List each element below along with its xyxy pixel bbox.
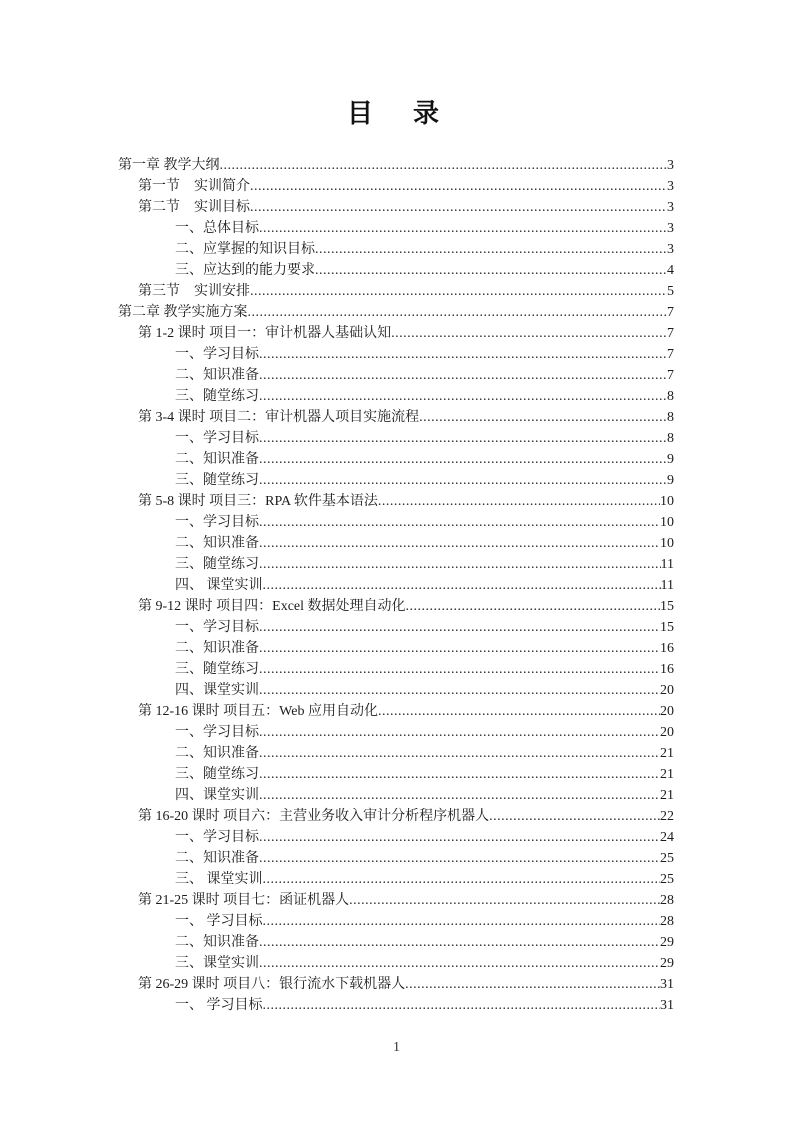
toc-entry-text: 一、学习目标 bbox=[175, 725, 259, 740]
toc-entry-text: 三、随堂练习 bbox=[175, 767, 259, 782]
toc-entry-text: 第 9-12 课时 项目四：Excel 数据处理自动化 bbox=[138, 599, 406, 614]
toc-dot-leader bbox=[248, 302, 668, 323]
toc-entry[interactable] bbox=[118, 155, 674, 176]
toc-entry[interactable] bbox=[118, 407, 674, 428]
toc-entry-page-number: 21 bbox=[660, 746, 674, 761]
toc-entry-page-number: 10 bbox=[660, 515, 674, 530]
toc-entry-text: 第 1-2 课时 项目一：审计机器人基础认知 bbox=[138, 326, 392, 341]
toc-entry-page-number: 15 bbox=[660, 620, 674, 635]
toc-entry-text: 一、 学习目标 bbox=[175, 914, 263, 929]
toc-dot-leader bbox=[259, 617, 660, 638]
toc-dot-leader bbox=[263, 869, 661, 890]
toc-entry-page-number: 31 bbox=[660, 998, 674, 1013]
toc-entry-page-number: 7 bbox=[667, 347, 674, 362]
toc-entry-page-number: 3 bbox=[667, 179, 674, 194]
toc-dot-leader bbox=[349, 890, 660, 911]
toc-entry-text: 二、知识准备 bbox=[175, 746, 259, 761]
toc-entry[interactable] bbox=[118, 365, 674, 386]
toc-entry[interactable] bbox=[118, 533, 674, 554]
toc-entry-text: 二、应掌握的知识目标 bbox=[175, 242, 315, 257]
toc-entry[interactable] bbox=[118, 638, 674, 659]
toc-entry-page-number: 29 bbox=[660, 935, 674, 950]
toc-dot-leader bbox=[259, 764, 660, 785]
toc-entry-page-number: 28 bbox=[660, 893, 674, 908]
toc-entry[interactable] bbox=[118, 722, 674, 743]
toc-entry-text: 第 3-4 课时 项目二：审计机器人项目实施流程 bbox=[138, 410, 420, 425]
toc-entry[interactable] bbox=[118, 953, 674, 974]
toc-entry-page-number: 3 bbox=[667, 242, 674, 257]
toc-entry-page-number: 20 bbox=[660, 704, 674, 719]
toc-entry[interactable] bbox=[118, 281, 674, 302]
toc-entry-page-number: 31 bbox=[660, 977, 674, 992]
toc-entry[interactable] bbox=[118, 806, 674, 827]
toc-entry-text: 四、课堂实训 bbox=[175, 683, 259, 698]
toc-dot-leader bbox=[220, 155, 668, 176]
toc-dot-leader bbox=[315, 260, 667, 281]
toc-dot-leader bbox=[259, 365, 667, 386]
toc-entry-text: 三、随堂练习 bbox=[175, 557, 259, 572]
toc-entry-text: 三、 课堂实训 bbox=[175, 872, 263, 887]
toc-dot-leader bbox=[259, 428, 667, 449]
toc-entry-text: 二、知识准备 bbox=[175, 452, 259, 467]
toc-dot-leader bbox=[378, 701, 660, 722]
toc-entry-page-number: 22 bbox=[660, 809, 674, 824]
toc-entry-page-number: 29 bbox=[660, 956, 674, 971]
toc-entry-page-number: 24 bbox=[660, 830, 674, 845]
toc-entry[interactable] bbox=[118, 680, 674, 701]
toc-entry-text: 一、学习目标 bbox=[175, 431, 259, 446]
toc-entry[interactable] bbox=[118, 974, 674, 995]
toc-entry-page-number: 11 bbox=[660, 557, 674, 572]
toc-entry-text: 三、随堂练习 bbox=[175, 662, 259, 677]
table-of-contents bbox=[118, 155, 674, 1016]
toc-dot-leader bbox=[489, 806, 660, 827]
toc-entry-text: 第二章 教学实施方案 bbox=[118, 305, 248, 320]
toc-entry-text: 三、随堂练习 bbox=[175, 473, 259, 488]
toc-dot-leader bbox=[259, 449, 667, 470]
toc-entry[interactable] bbox=[118, 911, 674, 932]
toc-entry[interactable] bbox=[118, 176, 674, 197]
toc-dot-leader bbox=[263, 911, 661, 932]
toc-entry-page-number: 3 bbox=[667, 158, 674, 173]
toc-entry-text: 第一节 实训简介 bbox=[138, 179, 250, 194]
toc-entry-text: 二、知识准备 bbox=[175, 641, 259, 656]
toc-entry[interactable] bbox=[118, 932, 674, 953]
toc-dot-leader bbox=[259, 743, 660, 764]
toc-dot-leader bbox=[259, 680, 660, 701]
toc-entry-text: 三、应达到的能力要求 bbox=[175, 263, 315, 278]
toc-entry-text: 第 26-29 课时 项目八：银行流水下载机器人 bbox=[138, 977, 406, 992]
toc-entry-page-number: 21 bbox=[660, 767, 674, 782]
footer-page-number: 1 bbox=[393, 1040, 400, 1055]
toc-dot-leader bbox=[259, 932, 660, 953]
toc-dot-leader bbox=[250, 281, 667, 302]
toc-entry-page-number: 9 bbox=[667, 452, 674, 467]
toc-entry[interactable] bbox=[118, 575, 674, 596]
toc-entry[interactable] bbox=[118, 554, 674, 575]
toc-entry[interactable] bbox=[118, 512, 674, 533]
toc-dot-leader bbox=[259, 386, 667, 407]
toc-entry[interactable] bbox=[118, 764, 674, 785]
toc-entry-page-number: 25 bbox=[660, 851, 674, 866]
toc-entry-page-number: 10 bbox=[660, 494, 674, 509]
toc-dot-leader bbox=[259, 638, 660, 659]
toc-dot-leader bbox=[259, 848, 660, 869]
toc-entry-text: 一、 学习目标 bbox=[175, 998, 263, 1013]
toc-entry-text: 二、知识准备 bbox=[175, 935, 259, 950]
toc-entry-text: 一、学习目标 bbox=[175, 830, 259, 845]
toc-dot-leader bbox=[259, 554, 661, 575]
toc-dot-leader bbox=[405, 974, 660, 995]
toc-entry-page-number: 15 bbox=[660, 599, 674, 614]
toc-entry[interactable] bbox=[118, 701, 674, 722]
toc-entry-page-number: 8 bbox=[667, 389, 674, 404]
toc-dot-leader bbox=[263, 575, 661, 596]
toc-dot-leader bbox=[259, 953, 660, 974]
toc-entry[interactable] bbox=[118, 260, 674, 281]
toc-entry-page-number: 10 bbox=[660, 536, 674, 551]
toc-entry-text: 第二节 实训目标 bbox=[138, 200, 250, 215]
toc-dot-leader bbox=[259, 218, 667, 239]
toc-dot-leader bbox=[259, 659, 660, 680]
toc-entry-text: 第 21-25 课时 项目七：函证机器人 bbox=[138, 893, 350, 908]
toc-dot-leader bbox=[391, 323, 667, 344]
toc-dot-leader bbox=[315, 239, 667, 260]
toc-entry-page-number: 25 bbox=[660, 872, 674, 887]
toc-dot-leader bbox=[250, 197, 667, 218]
toc-entry[interactable] bbox=[118, 197, 674, 218]
toc-entry-text: 四、课堂实训 bbox=[175, 788, 259, 803]
toc-dot-leader bbox=[406, 596, 660, 617]
toc-entry-page-number: 4 bbox=[667, 263, 674, 278]
toc-entry-page-number: 7 bbox=[667, 326, 674, 341]
toc-entry-page-number: 7 bbox=[667, 305, 674, 320]
toc-entry-page-number: 7 bbox=[667, 368, 674, 383]
toc-entry-page-number: 3 bbox=[667, 221, 674, 236]
toc-entry[interactable] bbox=[118, 386, 674, 407]
toc-dot-leader bbox=[259, 785, 660, 806]
toc-entry[interactable] bbox=[118, 890, 674, 911]
toc-title: 目 录 bbox=[346, 99, 446, 128]
toc-dot-leader bbox=[259, 512, 660, 533]
toc-entry-page-number: 5 bbox=[667, 284, 674, 299]
toc-entry-text: 二、知识准备 bbox=[175, 368, 259, 383]
toc-entry[interactable] bbox=[118, 659, 674, 680]
toc-entry[interactable] bbox=[118, 869, 674, 890]
toc-dot-leader bbox=[259, 722, 660, 743]
toc-entry[interactable] bbox=[118, 449, 674, 470]
toc-entry-text: 第 12-16 课时 项目五：Web 应用自动化 bbox=[138, 704, 378, 719]
toc-entry-page-number: 11 bbox=[660, 578, 674, 593]
toc-entry-page-number: 8 bbox=[667, 431, 674, 446]
toc-entry[interactable] bbox=[118, 596, 674, 617]
toc-entry[interactable] bbox=[118, 491, 674, 512]
toc-dot-leader bbox=[259, 344, 667, 365]
toc-entry-page-number: 9 bbox=[667, 473, 674, 488]
toc-entry-text: 第三节 实训安排 bbox=[138, 284, 250, 299]
toc-entry-text: 第一章 教学大纲 bbox=[118, 158, 220, 173]
toc-entry-page-number: 20 bbox=[660, 683, 674, 698]
toc-entry[interactable] bbox=[118, 218, 674, 239]
toc-entry[interactable] bbox=[118, 302, 674, 323]
toc-entry-text: 第 16-20 课时 项目六：主营业务收入审计分析程序机器人 bbox=[138, 809, 490, 824]
toc-entry-text: 一、学习目标 bbox=[175, 515, 259, 530]
toc-entry-text: 一、学习目标 bbox=[175, 347, 259, 362]
toc-dot-leader bbox=[263, 995, 661, 1016]
toc-entry-text: 二、知识准备 bbox=[175, 851, 259, 866]
toc-entry[interactable] bbox=[118, 239, 674, 260]
toc-entry[interactable] bbox=[118, 743, 674, 764]
toc-entry-page-number: 16 bbox=[660, 662, 674, 677]
toc-entry-text: 第 5-8 课时 项目三：RPA 软件基本语法 bbox=[138, 494, 378, 509]
toc-entry-page-number: 28 bbox=[660, 914, 674, 929]
toc-entry-text: 三、随堂练习 bbox=[175, 389, 259, 404]
toc-entry-page-number: 8 bbox=[667, 410, 674, 425]
toc-entry[interactable] bbox=[118, 827, 674, 848]
toc-entry[interactable] bbox=[118, 848, 674, 869]
toc-entry-page-number: 3 bbox=[667, 200, 674, 215]
toc-entry[interactable] bbox=[118, 428, 674, 449]
toc-entry[interactable] bbox=[118, 323, 674, 344]
toc-entry-page-number: 20 bbox=[660, 725, 674, 740]
toc-entry-text: 四、 课堂实训 bbox=[175, 578, 263, 593]
toc-dot-leader bbox=[419, 407, 667, 428]
toc-entry-text: 一、总体目标 bbox=[175, 221, 259, 236]
toc-dot-leader bbox=[259, 827, 660, 848]
toc-dot-leader bbox=[259, 533, 660, 554]
toc-entry[interactable] bbox=[118, 617, 674, 638]
toc-entry[interactable] bbox=[118, 995, 674, 1016]
toc-entry-text: 一、学习目标 bbox=[175, 620, 259, 635]
toc-entry-page-number: 21 bbox=[660, 788, 674, 803]
toc-dot-leader bbox=[250, 176, 667, 197]
toc-entry-page-number: 16 bbox=[660, 641, 674, 656]
toc-entry[interactable] bbox=[118, 785, 674, 806]
toc-dot-leader bbox=[259, 470, 667, 491]
toc-entry-text: 二、知识准备 bbox=[175, 536, 259, 551]
toc-dot-leader bbox=[378, 491, 660, 512]
toc-entry[interactable] bbox=[118, 470, 674, 491]
toc-entry-text: 三、课堂实训 bbox=[175, 956, 259, 971]
toc-entry[interactable] bbox=[118, 344, 674, 365]
